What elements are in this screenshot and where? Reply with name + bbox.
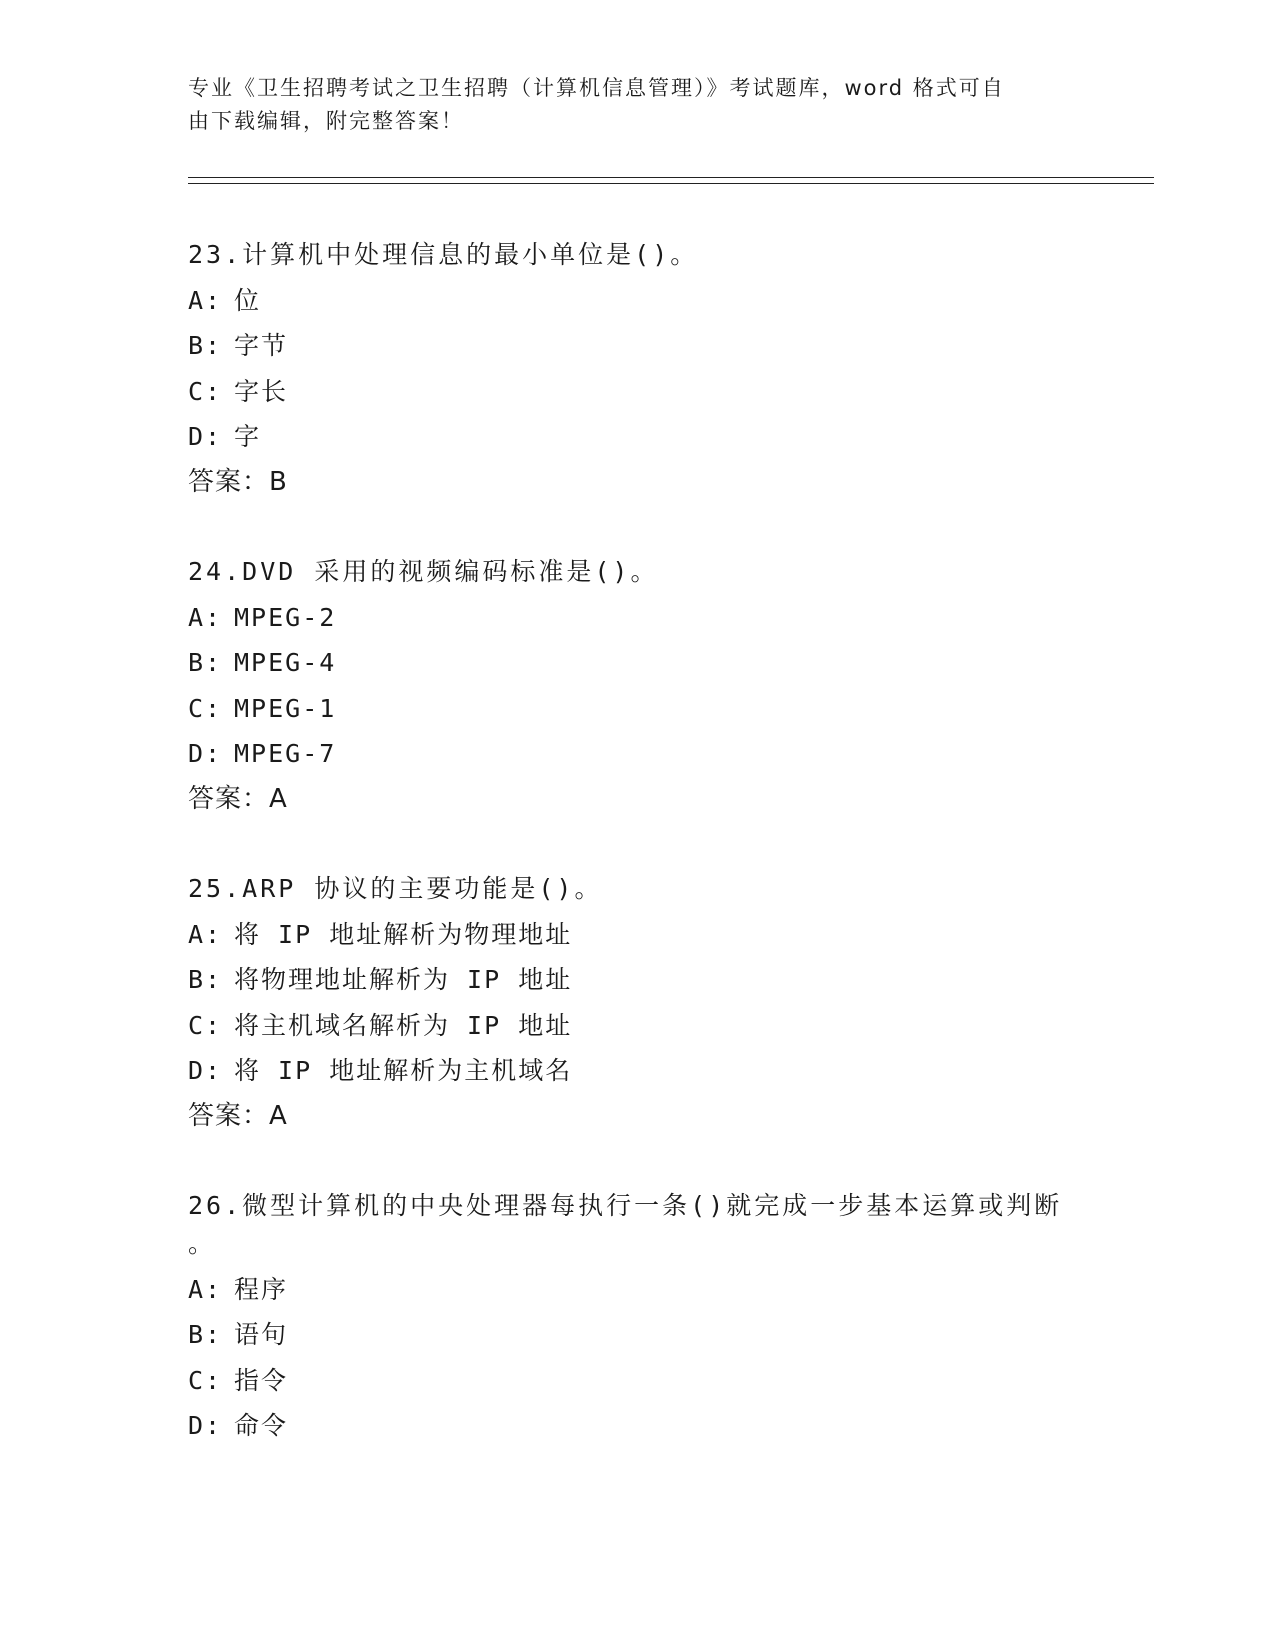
question-24 xyxy=(188,549,1088,822)
option-b xyxy=(188,323,1088,369)
option-d xyxy=(188,1048,1088,1094)
option-d xyxy=(188,414,1088,460)
option-text: 将主机域名解析为 IP 地址 xyxy=(234,1010,573,1040)
option-c xyxy=(188,1003,1088,1049)
option-text: MPEG-4 xyxy=(234,648,337,677)
option-a xyxy=(188,278,1088,324)
option-text: 将物理地址解析为 IP 地址 xyxy=(234,965,573,994)
option-letter: A: xyxy=(188,1274,223,1304)
option-text: 位 xyxy=(234,285,262,315)
option-letter: C: xyxy=(188,1010,223,1040)
answer-line: 答案：A xyxy=(188,1100,288,1131)
option-letter: C: xyxy=(188,1365,223,1395)
option-text: 字长 xyxy=(234,376,289,406)
option-c xyxy=(188,369,1088,415)
question-stem-continuation: 。 xyxy=(188,1228,216,1258)
header-line-2: 由下载编辑，附完整答案！ xyxy=(188,109,464,133)
option-text: MPEG-2 xyxy=(234,602,337,632)
option-letter: B: xyxy=(188,1320,223,1349)
option-letter: D: xyxy=(188,1056,223,1085)
option-letter: D: xyxy=(188,1411,223,1440)
header-line-1: 专业《卫生招聘考试之卫生招聘（计算机信息管理）》考试题库，word 格式可自 xyxy=(188,76,1005,100)
option-d xyxy=(188,1403,1088,1449)
option-letter: A: xyxy=(188,285,223,315)
question-stem: 25.ARP 协议的主要功能是()。 xyxy=(188,874,603,903)
option-text: 命令 xyxy=(234,1411,289,1440)
header-divider-top xyxy=(188,177,1154,178)
option-a xyxy=(188,912,1088,958)
option-text: 指令 xyxy=(234,1365,289,1395)
option-b xyxy=(188,640,1088,686)
option-a xyxy=(188,1267,1088,1313)
option-text: 字 xyxy=(234,422,262,451)
option-b xyxy=(188,957,1088,1003)
answer-line: 答案：B xyxy=(188,466,288,497)
option-b xyxy=(188,1312,1088,1358)
question-26 xyxy=(188,1183,1088,1449)
question-23 xyxy=(188,232,1088,505)
option-c xyxy=(188,686,1088,732)
option-letter: B: xyxy=(188,965,223,994)
question-25 xyxy=(188,866,1088,1139)
option-letter: C: xyxy=(188,376,223,406)
option-letter: A: xyxy=(188,919,223,949)
option-letter: C: xyxy=(188,693,223,723)
question-stem: 23.计算机中处理信息的最小单位是()。 xyxy=(188,240,699,269)
option-text: MPEG-1 xyxy=(234,693,337,723)
option-letter: A: xyxy=(188,602,223,632)
option-text: 将 IP 地址解析为物理地址 xyxy=(234,919,573,949)
document-header xyxy=(188,72,1068,138)
option-letter: B: xyxy=(188,331,223,360)
option-d xyxy=(188,731,1088,777)
option-a xyxy=(188,595,1088,641)
option-text: 程序 xyxy=(234,1274,289,1304)
option-letter: D: xyxy=(188,422,223,451)
option-text: 字节 xyxy=(234,331,289,360)
option-text: 语句 xyxy=(234,1320,289,1349)
option-text: MPEG-7 xyxy=(234,739,337,768)
option-letter: B: xyxy=(188,648,223,677)
option-c xyxy=(188,1358,1088,1404)
option-text: 将 IP 地址解析为主机域名 xyxy=(234,1056,573,1085)
question-stem: 26.微型计算机的中央处理器每执行一条()就完成一步基本运算或判断 xyxy=(188,1191,1063,1220)
question-stem: 24.DVD 采用的视频编码标准是()。 xyxy=(188,557,659,586)
header-divider-bottom xyxy=(188,183,1154,184)
answer-line: 答案：A xyxy=(188,783,288,814)
option-letter: D: xyxy=(188,739,223,768)
